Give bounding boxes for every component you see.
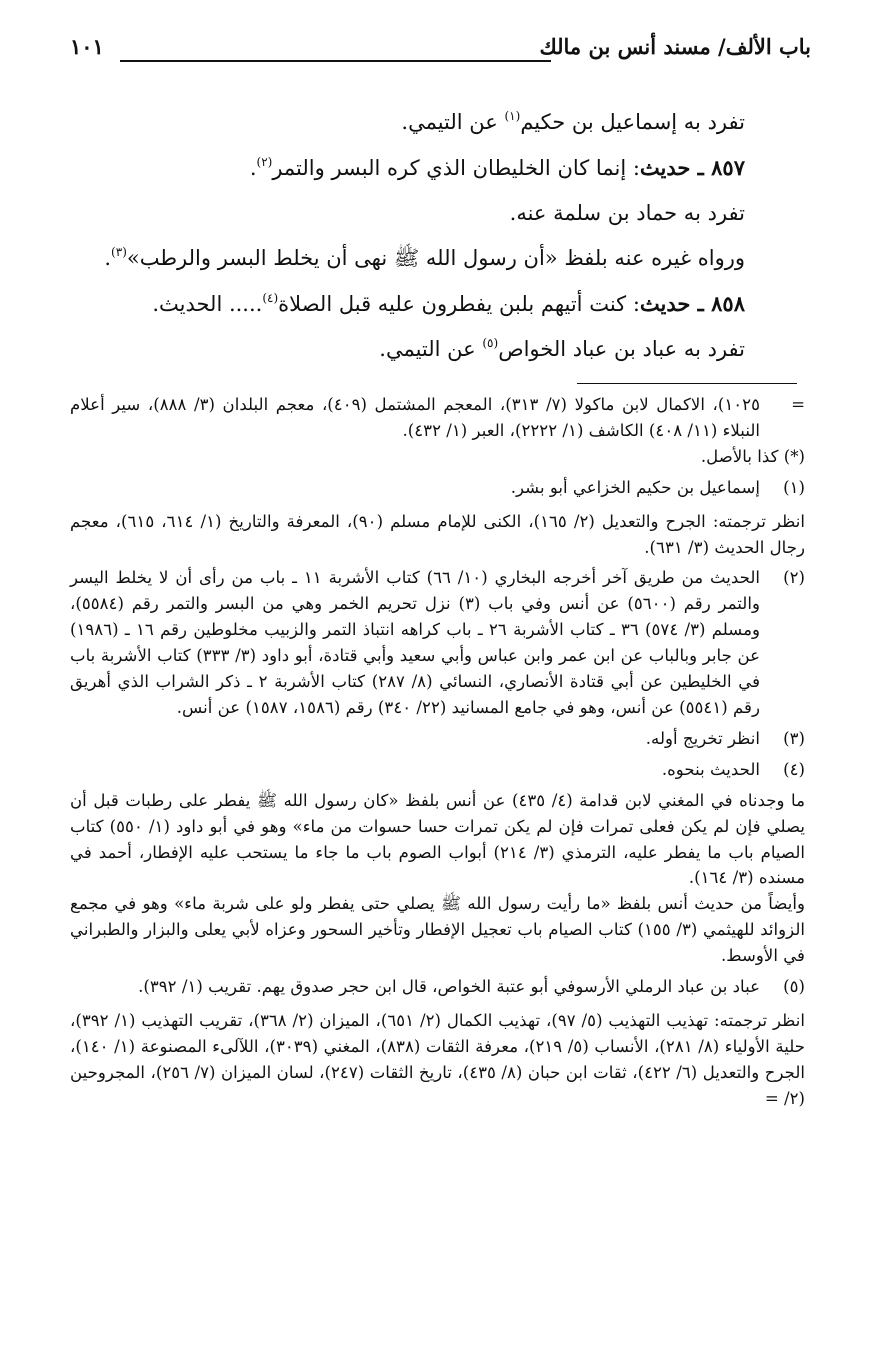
footnote-continued: = ١٠٢٥)، الاكمال لابن ماكولا (٧/ ٣١٣)، المعجم المشتمل (٤٠٩)، معجم البلدان (٣/ ٨٨٨)، سير أعلام النبلاء (١١/ ٤٠٨) الكاشف (١/ ٢٢٢٢)، العبر (١/ ٤٣٢). [70,392,805,444]
footnotes [70,392,805,1112]
asterisk-note: (*) كذا بالأصل. [700,446,805,466]
running-header [70,34,811,68]
page-number: ١٠١ [70,34,104,59]
footnote-4-extra-2: وأيضاً من حديث أنس بلفظ «ما رأيت رسول الله ﷺ يصلي حتى يفطر ولو على شربة ماء» وهو في مجمع الزوائد للهيثمي (٣/ ١٥٥) كتاب الصيام باب تعجيل الإفطار وتأخير السحور وعزاه لأبي يعلى والبزار والطبراني في الأوسط. [70,894,805,966]
main-line: تفرد به حماد بن سلمة عنه. [509,201,745,225]
footnote-3: (٣) انظر تخريج أوله. [70,726,805,752]
footnote-5: (٥) عباد بن عباد الرملي الأرسوفي أبو عتبة الخواص، قال ابن حجر صدوق يهم. تقريب (١/ ٣٩٢). [70,974,805,1000]
continuation-mark: = [791,395,805,414]
footnote-4: (٤) الحديث بنحوه. [70,757,805,783]
hadith-entry: ٨٥٨ ـ حديث: كنت أتيهم بلبن يفطرون عليه قبل الصلاة$^{(٤)}$..... الحديث. [152,291,745,316]
main-line: تفرد به إسماعيل بن حكيم$^{(١)}$ عن التيمي. [401,109,745,134]
hadith-number: ٨٥٧ ـ حديث [639,155,745,180]
hadith-number: ٨٥٨ ـ حديث [639,291,745,316]
footnote-mark: (٤) [783,759,805,779]
footnote-ref: (١) [504,109,521,123]
footnote-2: (٢) الحديث من طريق آخر أخرجه البخاري (١٠/ ٦٦) كتاب الأشربة ١١ ـ باب من رأى أن لا يخلط اليسر والتمر رقم (٥٦٠٠) عن أنس وفي باب (٣) نزل تحريم الخمر وهي من البسر والتمر رقم (٥٥٨٤)، ومسلم (٣/ ٥٧٤) ٣٦ ـ كتاب الأشربة ٢٦ ـ باب كراهه انتباذ التمر والزبيب مخلوطين رقم ١٦ ـ (١٩٨٦) عن جابر وبالباب عن ابن عمر وابن عباس وأبي سعيد وأبي قتادة، أبو داود (٣/ ٣٣٣) كتاب الأشربة باب في الخليطين عن أبي قتادة الأنصاري، النسائي (٨/ ٢٨٧) كتاب الأشربة ٢ ـ ذكر الشراب الذي أهريق رقم (٥٥٤١) عن أنس، وهو في جامع المسانيد (٢٢/ ٣٤٠) رقم (١٥٨٦، ١٥٨٧) عن أنس. [70,565,805,720]
footnote-ref: (٣) [111,245,127,259]
footnote-mark: (٢) [783,568,805,588]
footnote-mark: (٥) [783,977,805,997]
footnote-1: (١) إسماعيل بن حكيم الخزاعي أبو بشر. [70,475,805,501]
header-title: باب الألف/ مسند أنس بن مالك [539,34,811,59]
hadith-entry: ٨٥٧ ـ حديث: إنما كان الخليطان الذي كره البسر والتمر$^{(٢)}$. [249,155,745,180]
footnote-divider [577,383,797,384]
footnote-ref: (٥) [482,336,499,350]
footnote-ref: (٤) [262,291,279,305]
main-text [85,100,745,372]
footnote-mark: (٣) [783,728,805,748]
header-rule [120,60,551,62]
footnote-5-extra: انظر ترجمته: تهذيب التهذيب (٥/ ٩٧)، تهذيب الكمال (٢/ ٦٥١)، الميزان (٢/ ٣٦٨)، تقريب التهذيب (١/ ٣٩٢)، حلية الأولياء (٨/ ٢٨١)، الأنساب (٥/ ٢١٩)، معرفة الثقات (٨٣٨)، المغني (٣٠٣٩)، اللآلىء المصنوعة (١/ ١٤٠)، الجرح والتعديل (٦/ ٤٢٢)، ثقات ابن حبان (٨/ ٤٣٥)، تاريخ الثقات (٢٤٧)، لسان الميزان (٧/ ٢٥٦)، المجروحين (٢/ = [70,1010,805,1108]
main-line: تفرد به عباد بن عباد الخواص$^{(٥)}$ عن التيمي. [379,336,745,361]
main-line: ورواه غيره عنه بلفظ «أن رسول الله ﷺ نهى أن يخلط البسر والرطب»$^{(٣)}$. [104,245,745,270]
footnote-mark: (١) [783,477,805,497]
footnote-4-extra-1: ما وجدناه في المغني لابن قدامة (٤/ ٤٣٥) عن أنس بلفظ «كان رسول الله ﷺ يفطر على رطبات قبل أن يصلي فإن لم يكن فعلى تمرات فإن لم يكن تمرات حسا حسوات من ماء» وهو في أبو داود (١/ ٥٥٠) كتاب الصيام باب ما يفطر عليه، الترمذي (٣/ ٢١٤) أبواب الصوم باب ما جاء ما يستحب عليه الإفطار، أحمد في مسنده (٣/ ١٦٤). [70,790,805,888]
footnote-ref: (٢) [256,155,273,169]
footnote-1-extra: انظر ترجمته: الجرح والتعديل (٢/ ١٦٥)، الكنى للإمام مسلم (٩٠)، المعرفة والتاريخ (١/ ٦١٤، ٦١٥)، معجم رجال الحديث (٣/ ٦٣١). [70,511,805,557]
